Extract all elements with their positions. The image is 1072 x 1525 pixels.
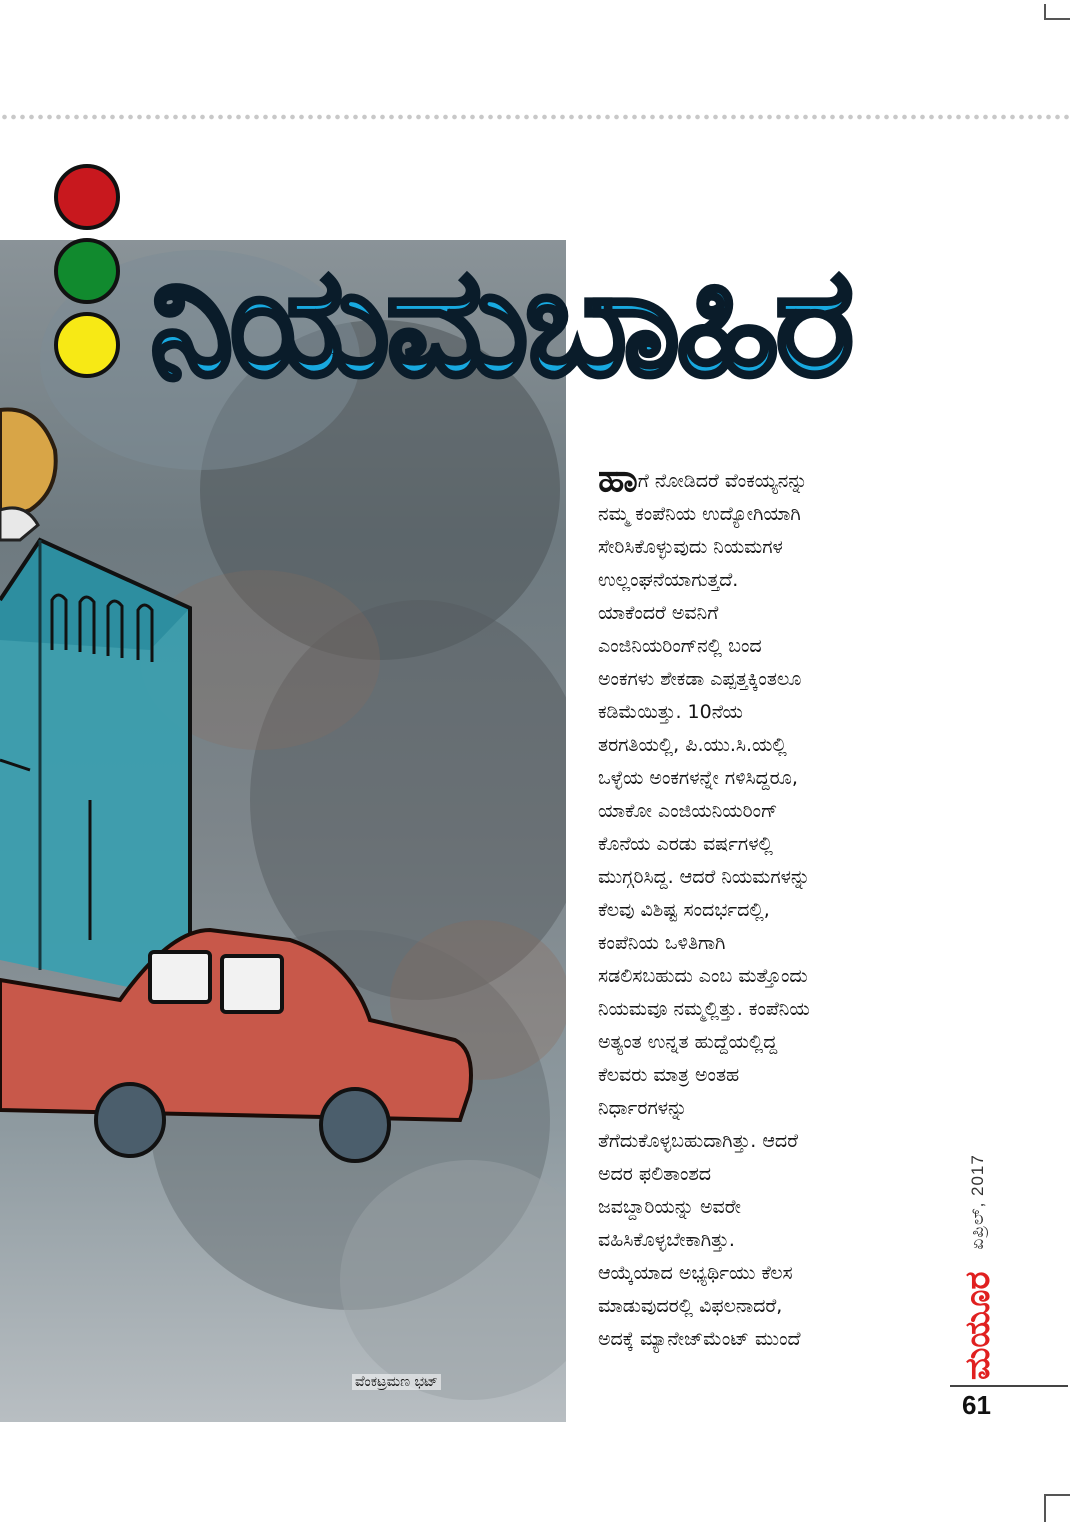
- red-light-icon: [54, 164, 120, 230]
- body-line: ಕೊನೆಯ ಎರಡು ವರ್ಷಗಳಲ್ಲಿ: [598, 833, 773, 855]
- body-line: ತರಗತಿಯಲ್ಲಿ, ಪಿ.ಯು.ಸಿ.ಯಲ್ಲಿ: [598, 734, 787, 756]
- body-line: ಒಳ್ಳೆಯ ಅಂಕಗಳನ್ನೇ ಗಳಿಸಿದ್ದರೂ,: [598, 767, 798, 789]
- body-line: ಮಾಡುವುದರಲ್ಲಿ ವಿಫಲನಾದರೆ,: [598, 1295, 783, 1317]
- article-title: ನಿಯಮಬಾಹಿರ: [150, 236, 851, 410]
- traffic-signal: [54, 164, 124, 386]
- body-line: ಸೇರಿಸಿಕೊಳ್ಳುವುದು ನಿಯಮಗಳ: [598, 536, 783, 558]
- crop-mark-bottom: [1044, 1494, 1070, 1522]
- body-line: ಜವಬ್ದಾರಿಯನ್ನು ಅವರೇ: [598, 1196, 741, 1218]
- body-line: ಉಲ್ಲಂಘನೆಯಾಗುತ್ತದೆ.: [598, 569, 739, 591]
- body-line: ನಿರ್ಧಾರಗಳನ್ನು: [598, 1097, 688, 1119]
- body-line: ಕಡಿಮೆಯಿತ್ತು. 10ನೆಯ: [598, 701, 743, 723]
- page-number-rule: [950, 1385, 1068, 1387]
- body-line: ಅಂಕಗಳು ಶೇಕಡಾ ಎಪ್ಪತ್ತಕ್ಕಿಂತಲೂ: [598, 668, 802, 690]
- body-line: ನಿಯಮವೂ ನಮ್ಮಲ್ಲಿತ್ತು. ಕಂಪೆನಿಯ: [598, 998, 810, 1020]
- body-line: ಯಾಕೆಂದರೆ ಅವನಿಗೆ: [598, 602, 719, 624]
- first-line-text: ಗೆ ನೋಡಿದರೆ ವೆಂಕಯ್ಯನನ್ನು: [637, 470, 808, 492]
- body-line: ತೆಗೆದುಕೊಳ್ಳಬಹುದಾಗಿತ್ತು. ಆದರೆ: [598, 1130, 799, 1152]
- body-line: ಆಯ್ಕೆಯಾದ ಅಭ್ಯರ್ಥಿಯು ಕೆಲಸ: [598, 1262, 793, 1284]
- green-light-icon: [54, 238, 120, 304]
- page-number: 61: [962, 1390, 991, 1420]
- article-body: [598, 456, 938, 1356]
- yellow-light-icon: [54, 312, 120, 378]
- body-line: ಸಡಲಿಸಬಹುದು ಎಂಬ ಮತ್ತೊಂದು: [598, 965, 808, 987]
- body-line: ಮುಗ್ಗರಿಸಿದ್ದ. ಆದರೆ ನಿಯಮಗಳನ್ನು: [598, 866, 811, 888]
- dotted-separator: [0, 114, 1072, 120]
- drop-cap: ಹಾ: [598, 456, 638, 500]
- magazine-footer: [958, 1154, 998, 1380]
- body-line: ಅತ್ಯಂತ ಉನ್ನತ ಹುದ್ದೆಯಲ್ಲಿದ್ದ: [598, 1031, 778, 1053]
- magazine-logo: ಮಯೂರ: [958, 1271, 998, 1380]
- body-line: ಕಂಪೆನಿಯ ಒಳಿತಿಗಾಗಿ: [598, 932, 726, 954]
- body-line: ವಹಿಸಿಕೊಳ್ಳಬೇಕಾಗಿತ್ತು.: [598, 1229, 735, 1251]
- body-line: ನಮ್ಮ ಕಂಪೆನಿಯ ಉದ್ಯೋಗಿಯಾಗಿ: [598, 503, 801, 525]
- body-line: ಅದಕ್ಕೆ ಮ್ಯಾನೇಜ್‌ಮೆಂಟ್ ಮುಂದೆ: [598, 1328, 801, 1350]
- crop-mark-top: [1044, 4, 1070, 20]
- body-line: ಕೆಲವು ವಿಶಿಷ್ಟ ಸಂದರ್ಭದಲ್ಲಿ,: [598, 899, 770, 921]
- body-line: ಎಂಜಿನಿಯರಿಂಗ್‌ನಲ್ಲಿ ಬಂದ: [598, 635, 762, 657]
- body-line: ಅದರ ಫಲಿತಾಂಶದ: [598, 1163, 712, 1185]
- body-line: ಯಾಕೋ ಎಂಜಿಯನಿಯರಿಂಗ್: [598, 800, 778, 822]
- illustration-credit: ವೆಂಕಟ್ರಮಣ ಭಟ್: [352, 1374, 441, 1390]
- issue-date: ಏಪ್ರಿಲ್, 2017: [968, 1154, 987, 1250]
- body-line: ಕೆಲವರು ಮಾತ್ರ ಅಂತಹ: [598, 1064, 740, 1086]
- first-line: [598, 456, 938, 500]
